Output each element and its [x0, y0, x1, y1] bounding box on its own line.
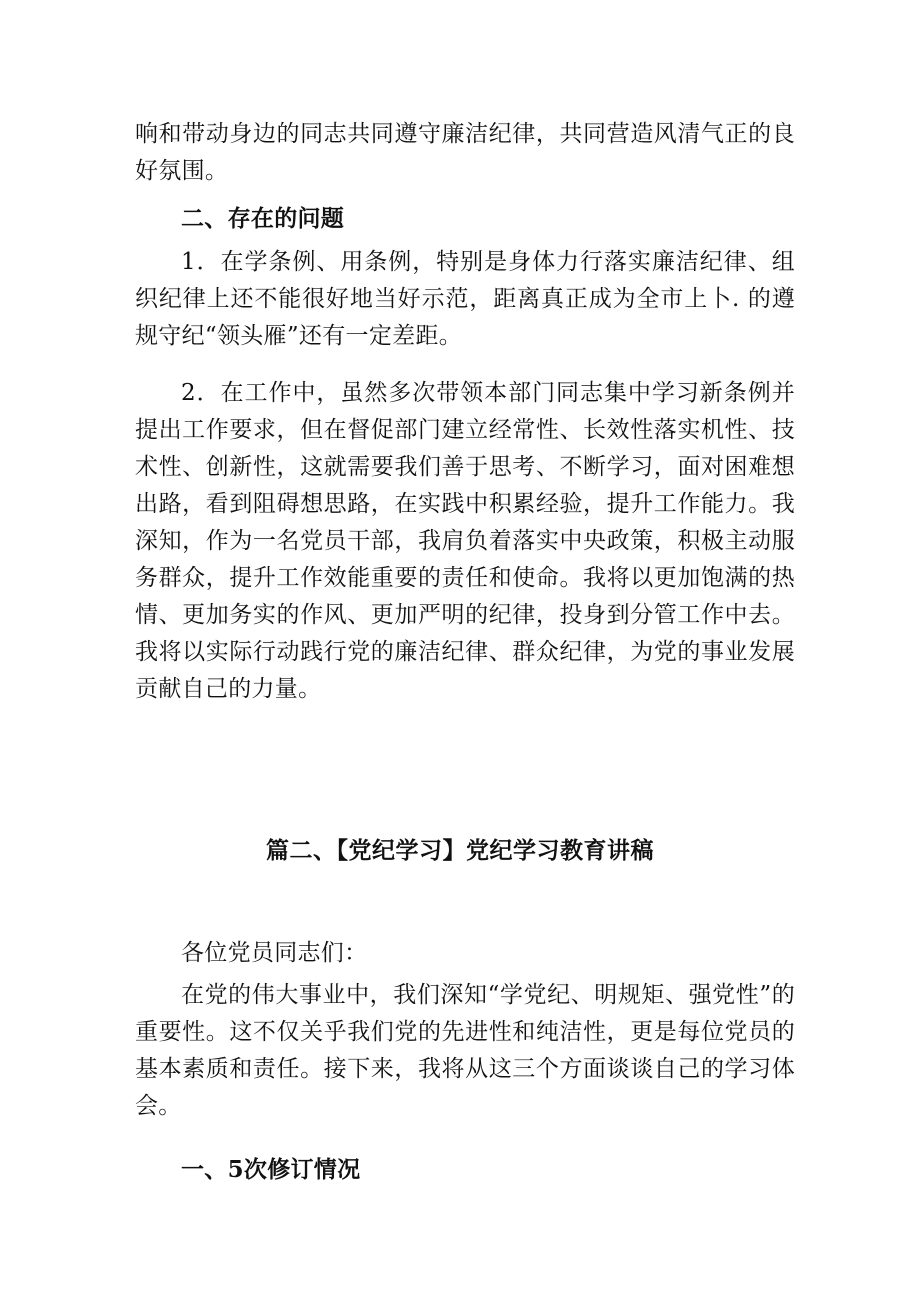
heading-revisions: 一、5次修订情况 [181, 1156, 361, 1183]
salutation: 各位党员同志们： [181, 940, 368, 966]
paragraph-intro: 在党的伟大事业中，我们深知“学党纪、明规矩、强党性”的重要性。这不仅关乎我们党的先进性和纯洁性，更是每位党员的基本素质和责任。接下来，我将从这三个方面谈谈自己的学习体会。 [135, 982, 795, 1119]
paragraph-item-1: 1．在学条例、用条例，特别是身体力行落实廉洁纪律、组织纪律上还不能很好地当好示范，距离真正成为全市上卜. 的遵规守纪“领头雁”还有一定差距。 [135, 249, 795, 349]
heading-problems: 二、存在的问题 [181, 205, 345, 232]
paragraph-item-2: 2．在工作中，虽然多次带领本部门同志集中学习新条例并提出工作要求，但在督促部门建立经常性、长效性落实机性、技术性、创新性，这就需要我们善于思考、不断学习，面对困难想出路，看到阻碍想思路，在实践中积累经验，提升工作能力。我深知，作为一名党员干部，我肩负着落实中央政策，积极主动服务群众，提升工作效能重要的责任和使命。我将以更加饱满的热情、更加务实的作风、更加严明的纪律，投身到分管工作中去。我将以实际行动践行党的廉洁纪律、群众纪律，为党的事业发展贡献自己的力量。 [135, 380, 795, 702]
paragraph-continuation: 响和带动身边的同志共同遵守廉洁纪律，共同营造风清气正的良好氛围。 [135, 121, 795, 184]
section-title: 篇二、【党纪学习】党纪学习教育讲稿 [266, 837, 654, 864]
